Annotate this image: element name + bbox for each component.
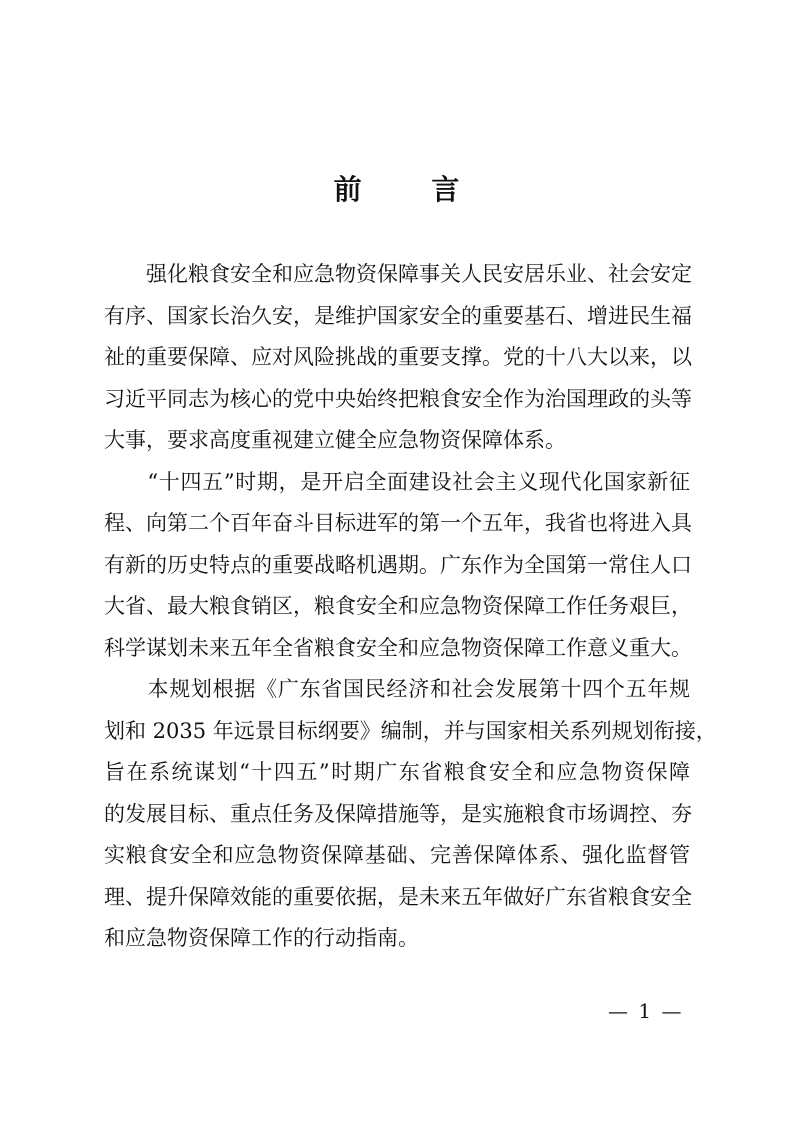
paragraph-line: 理、提升保障效能的重要依据，是未来五年做好广东省粮食安全 — [104, 884, 692, 909]
paragraph-2 — [104, 462, 690, 670]
paragraph-line: “十四五”时期，是开启全面建设社会主义现代化国家新征 — [104, 469, 690, 494]
page-title: 前 言 — [333, 173, 490, 206]
paragraph-3 — [104, 669, 717, 960]
paragraph-line: 科学谋划未来五年全省粮食安全和应急物资保障工作意义重大。 — [104, 635, 692, 660]
paragraph-line: 祉的重要保障、应对风险挑战的重要支撑。党的十八大以来，以 — [104, 345, 692, 369]
paragraph-line: 程、向第二个百年奋斗目标进军的第一个五年，我省也将进入具 — [104, 511, 692, 535]
body-text — [104, 254, 717, 960]
paragraph-line: 习近平同志为核心的党中央始终把粮食安全作为治国理政的头等 — [104, 386, 692, 411]
paragraph-1 — [104, 254, 690, 462]
paragraph-line: 划和 2035 年远景目标纲要》编制，并与国家相关系列规划衔接， — [104, 718, 717, 743]
paragraph-line: 有序、国家长治久安，是维护国家安全的重要基石、增进民生福 — [104, 303, 692, 328]
page-number: — 1 — — [608, 999, 684, 1023]
paragraph-line: 实粮食安全和应急物资保障基础、完善保障体系、强化监督管 — [104, 843, 690, 867]
paragraph-line: 和应急物资保障工作的行动指南。 — [104, 926, 419, 950]
paragraph-line: 有新的历史特点的重要战略机遇期。广东作为全国第一常住人口 — [104, 552, 692, 577]
paragraph-line: 强化粮食安全和应急物资保障事关人民安居乐业、社会安定 — [104, 262, 692, 286]
paragraph-line: 大省、最大粮食销区，粮食安全和应急物资保障工作任务艰巨， — [104, 594, 692, 618]
paragraph-line: 大事，要求高度重视建立健全应急物资保障体系。 — [104, 428, 566, 452]
paragraph-line: 旨在系统谋划“十四五”时期广东省粮食安全和应急物资保障 — [104, 760, 690, 784]
paragraph-line: 本规划根据《广东省国民经济和社会发展第十四个五年规 — [104, 677, 690, 701]
paragraph-line: 的发展目标、重点任务及保障措施等，是实施粮食市场调控、夯 — [104, 801, 692, 826]
